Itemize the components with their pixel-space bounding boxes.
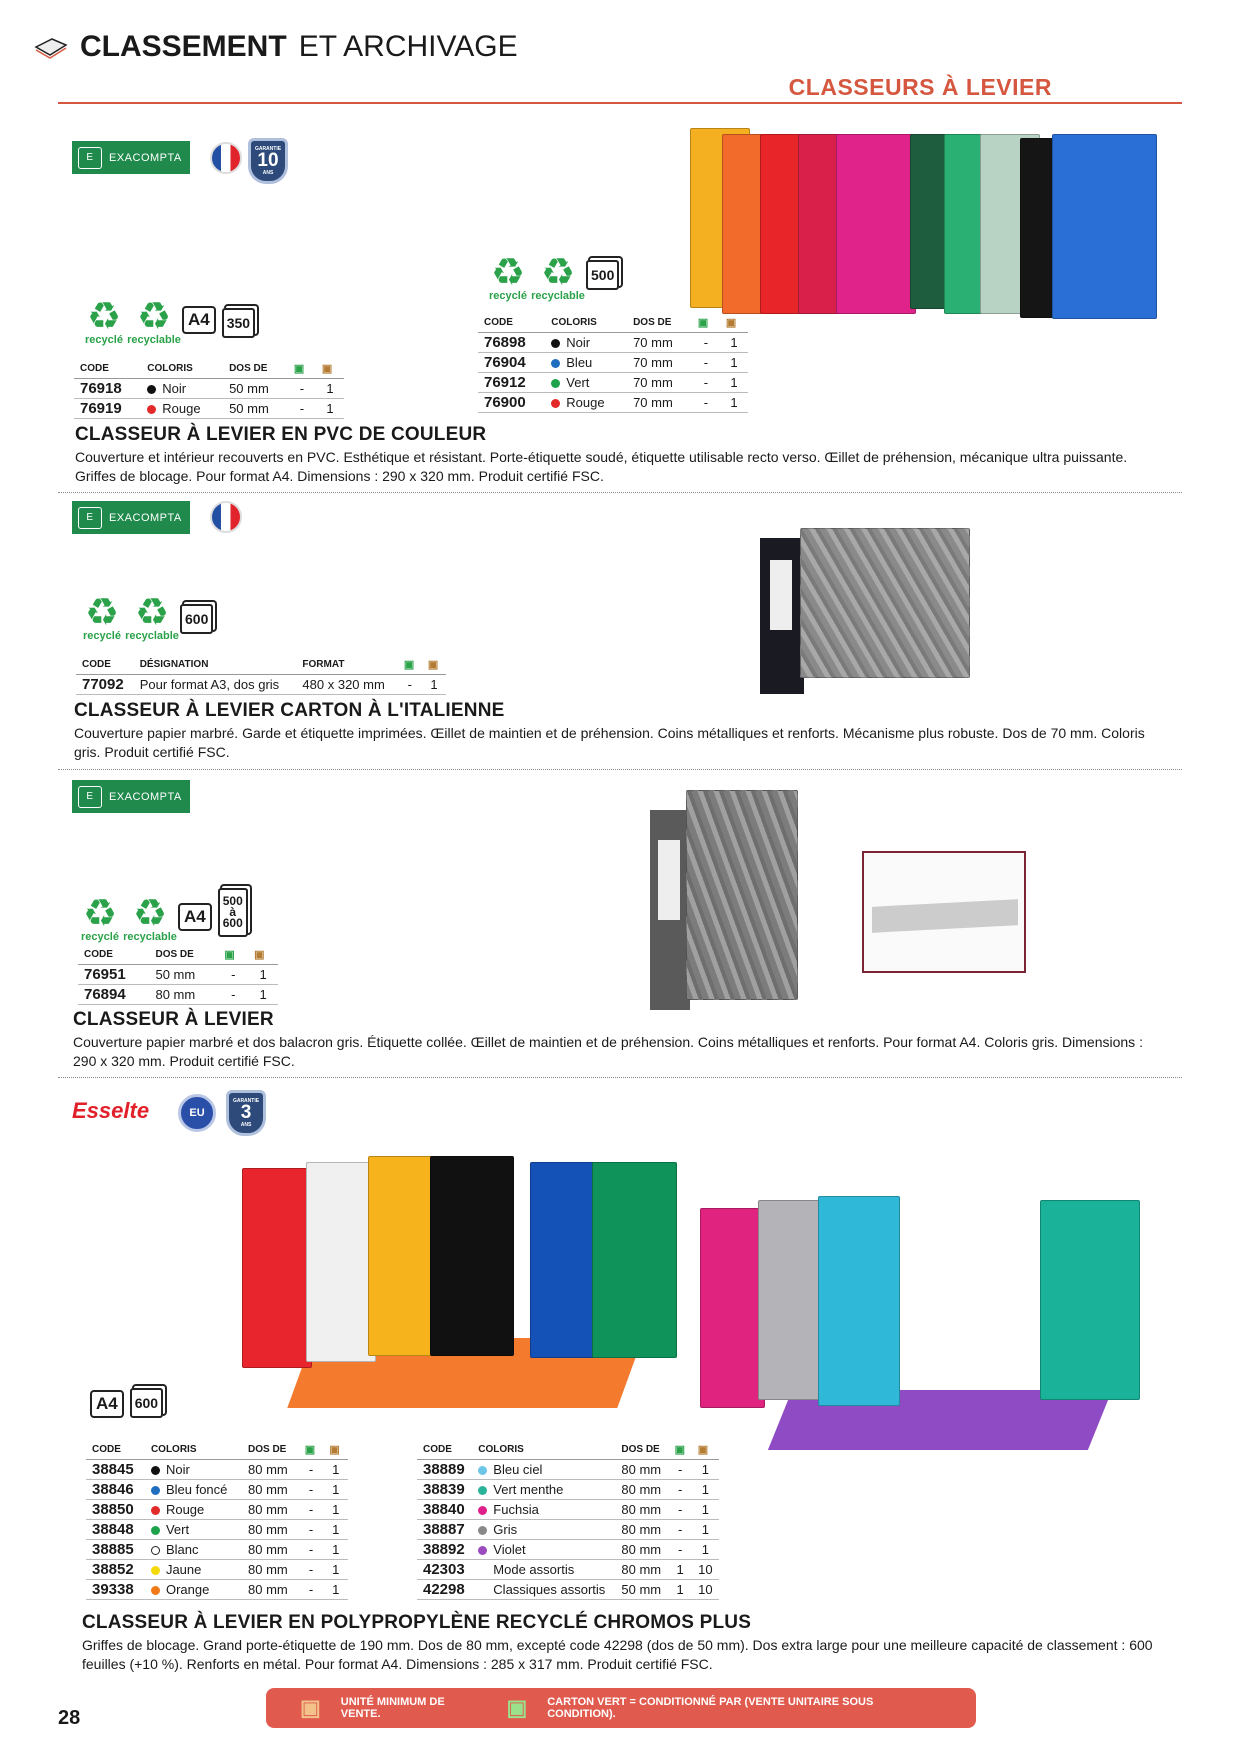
binder-stack-icon [34,35,68,59]
table-row: 42303 Mode assortis 80 mm 1 10 [417,1560,719,1580]
marbled-binder-image [650,790,800,1010]
recycle-icon: ♻ [134,592,170,634]
format-badge: A4 [182,306,216,334]
green-carton-icon: ▣ [288,360,316,379]
format-badge: A4 [90,1390,124,1418]
table-row: 76898 Noir 70 mm - 1 [478,333,748,353]
table-row: 76912 Vert 70 mm - 1 [478,373,748,393]
s1-eco-icons-b: ♻ recyclé ♻ recyclable 500 [486,256,619,302]
section-subtitle: CLASSEURS À LEVIER [788,74,1052,100]
table-row: 38885 Blanc 80 mm - 1 [86,1540,348,1560]
sheets-badge: 500 [586,260,619,290]
exacompta-logo: E EXACOMPTA [72,141,190,174]
table-row: 76951 50 mm - 1 [78,965,278,985]
table-row: 39338 Orange 80 mm - 1 [86,1580,348,1600]
s4-description: Griffes de blocage. Grand porte-étiquette de 190 mm. Dos de 80 mm, excepté code 42298 (dos de 50 mm). Dos extra large pour une meilleure capacité de classement : 600 feuilles (+10 %). Renforts en métal. Pour format A4. Dimensions : 285 x 317 mm. Produit certifié FSC. [82,1637,1153,1672]
header-title-light: ET ARCHIVAGE [298,30,518,63]
recyclable-badge: ♻ recyclable [127,296,181,346]
s1-table-b: CODE COLORIS DOS DE ▣ ▣ 76898 Noir 70 mm - 1 76904 Bleu 70 mm - 1 76912 Vert 70 mm - 1 76900 Rouge 70 mm - 1 [478,314,748,413]
recycled-badge: ♻ recyclé [85,296,123,346]
s4-table-b: CODE COLORIS DOS DE ▣ ▣ 38889 Bleu ciel 80 mm - 1 38839 Vert menthe 80 mm - 1 38840 Fuchsia 80 mm - 1 38887 Gris 80 mm - 1 38892 Violet 80 mm - 1 42303 Mode assortis 80 mm 1 10 42298 Classiques assortis 50 mm 1 10 [417,1441,719,1600]
s3-eco-icons: ♻ recyclé ♻ recyclable A4 500 à 600 [78,888,248,943]
table-row: 38889 Bleu ciel 80 mm - 1 [417,1460,719,1480]
divider [58,492,1182,493]
recycle-icon: ♻ [132,893,168,935]
guarantee-3-badge: GARANTIE 3 ANS [226,1090,266,1136]
box-icon: ▣ [316,360,344,379]
esselte-logo: Esselte [72,1098,150,1123]
page-number: 28 [58,1707,81,1729]
s4-icons [90,1388,163,1418]
table-row: 38839 Vert menthe 80 mm - 1 [417,1480,719,1500]
table-row: 76900 Rouge 70 mm - 1 [478,393,748,413]
s4-table-a: CODE COLORIS DOS DE ▣ ▣ 38845 Noir 80 mm - 1 38846 Bleu foncé 80 mm - 1 38850 Rouge 80 mm - 1 38848 Vert 80 mm - 1 38885 Blanc 80 mm - 1 38852 Jaune 80 mm - 1 39338 Orange 80 mm - 1 [86,1441,348,1600]
table-row: 76894 80 mm - 1 [78,985,278,1005]
table-row: 38845 Noir 80 mm - 1 [86,1460,348,1480]
s4-title: CLASSEUR À LEVIER EN POLYPROPYLÈNE RECYCLÉ CHROMOS PLUS [82,1612,752,1633]
table-row: 38848 Vert 80 mm - 1 [86,1520,348,1540]
s1-title: CLASSEUR À LEVIER EN PVC DE COULEUR [75,424,487,445]
guarantee-10-badge: GARANTIE 10 ANS [248,138,288,184]
legend-bar: ▣ UNITÉ MINIMUM DE VENTE. ▣ CARTON VERT = CONDITIONNÉ PAR (VENTE UNITAIRE SOUS CONDITION). [266,1688,976,1728]
recycle-icon: ♻ [84,592,120,634]
sheets-badge: 500 à 600 [218,888,248,937]
recycle-icon: ♻ [86,296,122,338]
s3-table: CODE DOS DE ▣ ▣ 76951 50 mm - 1 76894 80 mm - 1 [78,946,278,1005]
green-carton-icon: ▣ [506,1695,528,1720]
sheets-badge: 600 [130,1388,163,1418]
table-row: 38892 Violet 80 mm - 1 [417,1540,719,1560]
s2-eco-icons: ♻ recyclé ♻ recyclable 600 [80,596,213,642]
table-row: 76918 Noir 50 mm - 1 [74,379,344,399]
s1-description: Couverture et intérieur recouverts en PVC. Esthétique et résistant. Porte-étiquette soudé, étiquette utilisable recto verso. Œillet de préhension, mécanique ultra puissante. Griffes de blocage. Pour format A4. Dimensions : 290 x 320 mm. Produit certifié FSC. [75,449,1128,484]
divider [58,769,1182,770]
eu-badge: EU [178,1094,216,1132]
page-header [34,30,518,64]
s3-title: CLASSEUR À LEVIER [73,1009,274,1030]
chromos-binders-image-left [240,1148,690,1408]
recycle-icon: ♻ [136,296,172,338]
table-row: 42298 Classiques assortis 50 mm 1 10 [417,1580,719,1600]
sheets-badge: 600 [180,604,213,634]
s2-description: Couverture papier marbré. Garde et étiquette imprimées. Œillet de maintien et de préhension. Coins métalliques et renforts. Mécanisme plus robuste. Dos de 70 mm. Coloris gris. Produit certifié FSC. [74,725,1145,760]
chromos-binders-image-right [700,1190,1170,1460]
s2-table: CODE DÉSIGNATION FORMAT ▣ ▣ 77092 Pour format A3, dos gris 480 x 320 mm - 1 [76,656,446,695]
table-row: 76904 Bleu 70 mm - 1 [478,353,748,373]
s1-table-a: CODE COLORIS DOS DE ▣ ▣ 76918 Noir 50 mm - 1 76919 Rouge 50 mm - 1 [74,360,344,419]
sheets-badge: 350 [222,308,255,338]
recycle-icon: ♻ [82,893,118,935]
pvc-binders-image [690,120,1160,325]
italian-binder-image [760,520,970,695]
exacompta-logo: E EXACOMPTA [72,501,190,534]
table-row: 38846 Bleu foncé 80 mm - 1 [86,1480,348,1500]
table-row: 38840 Fuchsia 80 mm - 1 [417,1500,719,1520]
header-rule [58,102,1182,104]
exacompta-logo: E EXACOMPTA [72,780,190,813]
format-badge: A4 [178,903,212,931]
table-row: 38887 Gris 80 mm - 1 [417,1520,719,1540]
s3-description: Couverture papier marbré et dos balacron gris. Étiquette collée. Œillet de maintien et de préhension. Coins métalliques et renforts. Pour format A4. Coloris gris. Dimensions : 290 x 320 mm. Produit certifié FSC. [73,1034,1143,1069]
table-row: 38852 Jaune 80 mm - 1 [86,1560,348,1580]
open-binder-image [862,851,1026,973]
recycle-icon: ♻ [540,252,576,294]
france-flag-icon [210,501,242,533]
header-title-bold: CLASSEMENT [80,30,287,63]
table-row: 38850 Rouge 80 mm - 1 [86,1500,348,1520]
recycle-icon: ♻ [490,252,526,294]
s2-title: CLASSEUR À LEVIER CARTON À L'ITALIENNE [74,700,505,721]
table-row: 77092 Pour format A3, dos gris 480 x 320 mm - 1 [76,675,446,695]
table-row: 76919 Rouge 50 mm - 1 [74,399,344,419]
box-icon: ▣ [300,1695,321,1720]
france-flag-icon [210,142,242,174]
s1-eco-icons [82,296,255,346]
divider [58,1077,1182,1078]
